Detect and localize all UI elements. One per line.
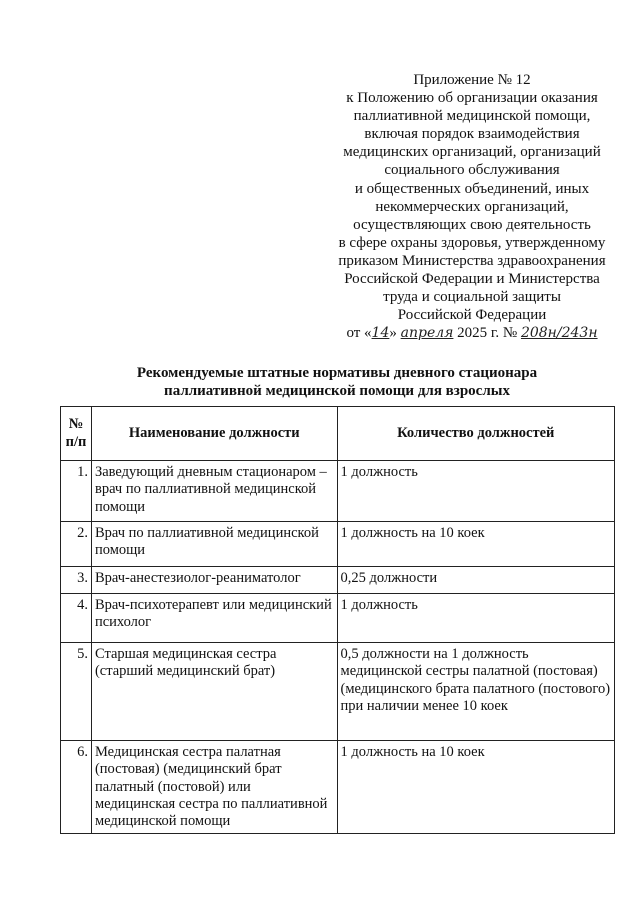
table-row xyxy=(61,643,615,741)
appendix-line: Приложение № 12 xyxy=(413,72,531,88)
appendix-line: Российской Федерации xyxy=(397,307,547,324)
row-position: Врач по паллиативной медицинской помощи xyxy=(91,522,337,567)
appendix-line: включая порядок взаимодействия xyxy=(364,126,580,143)
header-count: Количество должностей xyxy=(337,407,614,461)
row-count: 0,25 должности xyxy=(337,567,614,594)
row-count: 1 должность xyxy=(337,461,614,522)
staffing-table xyxy=(60,406,615,834)
table-header-row xyxy=(61,407,615,461)
table-row xyxy=(61,461,615,522)
date-year: 2025 г. № xyxy=(457,325,518,342)
appendix-line: к Положению об организации оказания xyxy=(346,90,598,107)
row-number: 3. xyxy=(61,567,92,594)
row-position: Врач-анестезиолог-реаниматолог xyxy=(91,567,337,594)
appendix-line: паллиативной медицинской помощи, xyxy=(353,108,591,125)
table-row xyxy=(61,567,615,594)
title-line-1: Рекомендуемые штатные нормативы дневного стационара xyxy=(136,365,538,381)
appendix-line: медицинских организаций, организаций xyxy=(343,144,601,161)
row-number: 4. xyxy=(61,594,92,643)
row-count: 0,5 должности на 1 должность медицинской сестры палатной (постовая) (медицинского брата палатного (постового) при наличии менее 10 коек xyxy=(337,643,614,741)
appendix-line: некоммерческих организаций, xyxy=(375,198,569,215)
order-number: 208н/243н xyxy=(520,325,598,342)
row-count: 1 должность xyxy=(337,594,614,643)
appendix-line: в сфере охраны здоровья, утвержденному xyxy=(338,234,606,251)
date-prefix: от « xyxy=(346,325,372,342)
appendix-line: социального обслуживания xyxy=(384,162,560,179)
order-date-line xyxy=(326,324,618,342)
appendix-line: приказом Министерства здравоохранения xyxy=(338,252,606,269)
appendix-line: Российской Федерации и Министерства xyxy=(344,271,600,288)
appendix-line: и общественных объединений, иных xyxy=(354,180,590,197)
document-title xyxy=(60,364,614,400)
appendix-line: труда и социальной защиты xyxy=(383,289,561,306)
title-line-2: паллиативной медицинской помощи для взрослых xyxy=(164,383,510,399)
date-month: апреля xyxy=(400,325,454,342)
table-row xyxy=(61,594,615,643)
date-close: » xyxy=(389,325,397,342)
row-count: 1 должность на 10 коек xyxy=(337,522,614,567)
table-row xyxy=(61,741,615,834)
row-position: Врач-психотерапевт или медицинский психолог xyxy=(91,594,337,643)
appendix-header xyxy=(326,71,618,342)
date-day: 14 xyxy=(371,325,390,342)
row-position: Медицинская сестра палатная (постовая) (медицинский брат палатный (постовой) или медицинская сестра по паллиативной медицинской помощи xyxy=(91,741,337,834)
row-count: 1 должность на 10 коек xyxy=(337,741,614,834)
row-position: Старшая медицинская сестра (старший медицинский брат) xyxy=(91,643,337,741)
table-row xyxy=(61,522,615,567)
row-number: 1. xyxy=(61,461,92,522)
header-position: Наименование должности xyxy=(91,407,337,461)
row-number: 5. xyxy=(61,643,92,741)
row-position: Заведующий дневным стационаром – врач по паллиативной медицинской помощи xyxy=(91,461,337,522)
appendix-line: осуществляющих свою деятельность xyxy=(353,216,591,233)
row-number: 2. xyxy=(61,522,92,567)
header-number: № п/п xyxy=(61,407,92,461)
row-number: 6. xyxy=(61,741,92,834)
